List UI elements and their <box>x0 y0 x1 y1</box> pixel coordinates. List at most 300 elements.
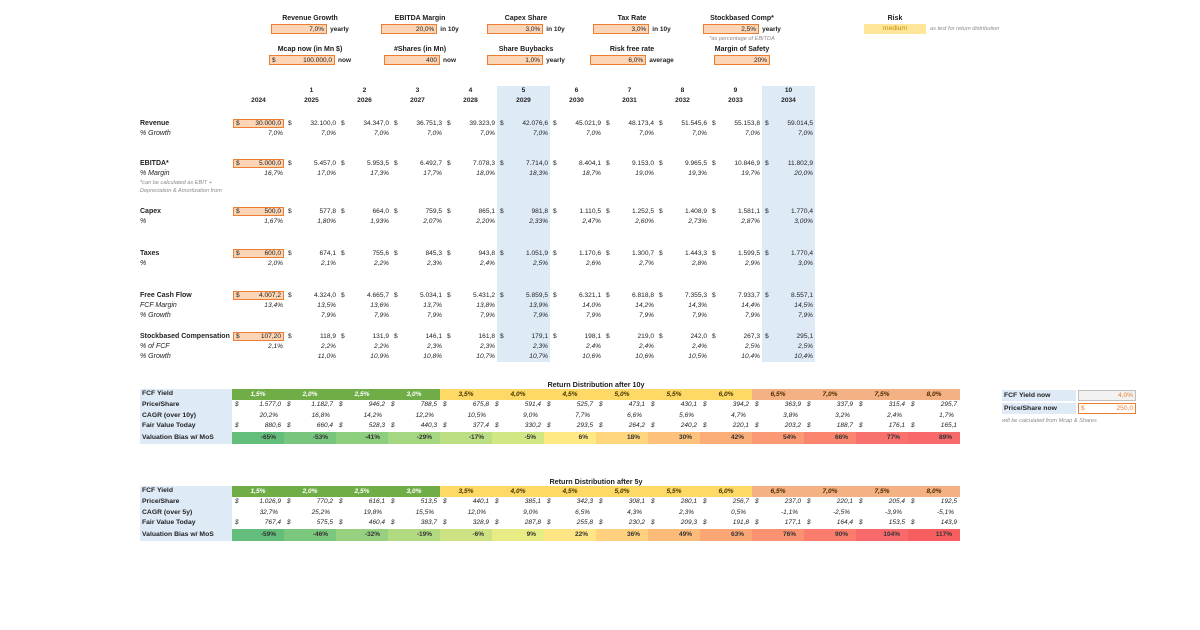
table-cell <box>391 119 444 129</box>
table-cell <box>762 217 815 227</box>
table-cell <box>444 159 497 169</box>
table-cell <box>550 159 603 169</box>
table-cell <box>285 352 338 362</box>
table-cell <box>388 508 440 519</box>
table-cell <box>232 301 285 311</box>
table-cell <box>709 311 762 321</box>
row-label: % Growth <box>140 312 171 319</box>
percent-value: 2,2% <box>320 343 336 350</box>
stockbased-compensation-2024-input[interactable]: $ 107,20 <box>233 332 284 341</box>
currency-value: $ 1.182,7 <box>287 401 333 408</box>
table-cell <box>804 432 856 444</box>
currency-value: $ 616,1 <box>339 498 385 505</box>
currency-value: $ 767,4 <box>235 519 281 526</box>
table-cell <box>338 179 391 187</box>
row-label: Valuation Bias w/ MoS <box>140 529 232 541</box>
table-cell <box>444 301 497 311</box>
year-label: 2032 <box>675 97 690 104</box>
table-cell <box>656 169 709 179</box>
table-row <box>140 249 815 259</box>
fcf-yield-now-label: FCF Yield now <box>1002 390 1076 401</box>
percent-value: 10,5% <box>688 353 707 360</box>
currency-value: $ 1.599,5 <box>712 250 760 257</box>
table-cell <box>752 432 804 444</box>
input-suffix: yearly <box>762 25 781 33</box>
currency-value: $ 1.051,9 <box>500 250 548 257</box>
table-cell <box>492 411 544 422</box>
percent-value: 32,7% <box>259 508 278 516</box>
ebitda-margin-input[interactable]: 20,0% <box>381 24 437 34</box>
table-cell <box>544 497 596 508</box>
table-cell <box>444 106 497 119</box>
table-cell <box>497 291 550 301</box>
table-cell <box>550 227 603 249</box>
percent-value: 7,0% <box>426 130 442 137</box>
table-cell <box>285 311 338 321</box>
percent-value: 12,0% <box>467 508 486 516</box>
table-cell <box>232 311 285 321</box>
table-cell <box>232 249 285 259</box>
percent-value: 7,9% <box>373 312 389 319</box>
table-cell <box>497 321 550 332</box>
table-cell <box>752 497 804 508</box>
currency-value: $ 513,5 <box>391 498 437 505</box>
period-number: 1 <box>309 87 314 94</box>
table-row <box>140 96 815 106</box>
currency-value: $ 203,2 <box>755 422 801 429</box>
row-label: % <box>140 218 147 225</box>
valuation-bias-value: 117% <box>935 530 952 538</box>
percent-value: 2,9% <box>744 260 760 267</box>
currency-value: $ 267,3 <box>712 333 760 340</box>
year-label: 2030 <box>569 97 584 104</box>
currency-value: $ 755,6 <box>341 250 389 257</box>
table-cell <box>285 195 338 207</box>
table-cell <box>762 86 815 96</box>
ebitda--2024-input[interactable]: $ 5.000,0 <box>233 159 284 168</box>
table-cell <box>440 508 492 519</box>
table-cell <box>550 332 603 342</box>
table-cell <box>284 518 336 529</box>
table-cell <box>550 259 603 269</box>
table-cell <box>336 497 388 508</box>
table-cell <box>497 119 550 129</box>
table-row <box>140 259 815 269</box>
table-cell <box>544 432 596 444</box>
valuation-bias-value: -19% <box>416 530 432 538</box>
table-row <box>140 179 815 187</box>
table-cell <box>391 249 444 259</box>
input-label: Risk free rate <box>609 46 655 53</box>
table-cell <box>709 159 762 169</box>
percent-value: 19,0% <box>635 170 654 177</box>
table-cell <box>336 421 388 432</box>
table-row <box>140 421 960 432</box>
risk-free-rate-input[interactable]: 6,0% <box>590 55 646 65</box>
currency-value: $ 383,7 <box>391 519 437 526</box>
taxes-2024-input[interactable]: $ 600,0 <box>233 249 284 258</box>
row-label <box>140 139 232 159</box>
percent-value: 2,0% <box>267 260 283 267</box>
percent-value: 14,0% <box>582 302 601 309</box>
currency-value: $ 675,8 <box>443 401 489 408</box>
table-cell <box>908 421 960 432</box>
currency-value: $ 6.492,7 <box>394 160 442 167</box>
percent-value: 7,9% <box>532 312 548 319</box>
table-cell <box>762 129 815 139</box>
currency-value: $ 55.153,8 <box>712 120 760 127</box>
percent-value: 10,4% <box>794 353 813 360</box>
fcf-yield-header-cell: 3,0% <box>388 486 440 497</box>
percent-value: 2,5% <box>744 343 760 350</box>
table-cell <box>603 179 656 187</box>
table-cell <box>709 179 762 187</box>
table-cell <box>338 227 391 249</box>
currency-value: $ 131,9 <box>341 333 389 340</box>
mcap-now-input[interactable]: $ 100.000,0 <box>269 55 335 65</box>
currency-value: $ 5.859,5 <box>500 292 548 299</box>
table-cell <box>550 217 603 227</box>
table-cell <box>492 518 544 529</box>
percent-value: 6,6% <box>627 411 642 419</box>
currency-value: $ 48.173,4 <box>606 120 654 127</box>
table-cell <box>391 139 444 159</box>
table-cell <box>497 352 550 362</box>
percent-value: 19,3% <box>688 170 707 177</box>
percent-value: 10,6% <box>582 353 601 360</box>
currency-value: $ 385,1 <box>495 498 541 505</box>
row-label: Fair Value Today <box>140 421 232 432</box>
table-row <box>140 195 815 207</box>
fcf-yield-header-cell: 2,5% <box>336 486 388 497</box>
percent-value: 7,0% <box>373 130 389 137</box>
percent-value: 7,9% <box>744 312 760 319</box>
table-cell <box>391 311 444 321</box>
percent-value: 4,3% <box>627 508 642 516</box>
table-cell <box>603 269 656 291</box>
table-cell <box>232 227 285 249</box>
valuation-bias-value: -41% <box>364 433 380 441</box>
table-cell <box>762 332 815 342</box>
table-cell <box>284 411 336 422</box>
percent-value: 2,20% <box>476 218 495 225</box>
table-cell <box>444 179 497 187</box>
table-cell <box>285 207 338 217</box>
table-cell <box>804 529 856 541</box>
table-cell <box>603 119 656 129</box>
valuation-bias-value: 54% <box>782 433 796 441</box>
currency-value: $ 394,2 <box>703 401 749 408</box>
table-cell <box>497 301 550 311</box>
table-cell <box>908 411 960 422</box>
percent-value: 13,8% <box>476 302 495 309</box>
percent-value: 14,5% <box>794 302 813 309</box>
currency-value: $ 293,5 <box>547 422 593 429</box>
table-cell <box>908 529 960 541</box>
table-cell <box>444 96 497 106</box>
table-cell <box>550 119 603 129</box>
valuation-bias-value: 77% <box>886 433 900 441</box>
row-label: Valuation Bias w/ MoS <box>140 432 232 444</box>
table-cell <box>544 400 596 411</box>
valuation-bias-value: 36% <box>626 530 640 538</box>
percent-value: 14,3% <box>688 302 707 309</box>
table-cell <box>338 301 391 311</box>
table-cell <box>391 342 444 352</box>
table-row <box>140 291 815 301</box>
currency-value: $ 230,2 <box>599 519 645 526</box>
capex-share-input[interactable]: 3,0% <box>487 24 543 34</box>
table-cell <box>709 217 762 227</box>
table-cell <box>338 207 391 217</box>
table-cell <box>444 259 497 269</box>
table-cell <box>908 432 960 444</box>
price-share-now-input[interactable]: $ 250,0 <box>1078 403 1136 414</box>
table-cell <box>656 195 709 207</box>
percent-value: 7,0% <box>479 130 495 137</box>
row-label: % Margin <box>140 170 170 177</box>
table-cell <box>444 139 497 159</box>
table-cell <box>232 332 285 342</box>
currency-value: $ 591,4 <box>495 401 541 408</box>
table-cell <box>656 352 709 362</box>
table-cell <box>752 411 804 422</box>
table-cell <box>497 217 550 227</box>
table-cell <box>762 311 815 321</box>
input-label: Share Buybacks <box>498 46 554 53</box>
table-cell <box>497 342 550 352</box>
table-cell <box>603 129 656 139</box>
table-cell <box>285 342 338 352</box>
table-cell <box>762 195 815 207</box>
table-row <box>140 217 815 227</box>
table-cell <box>709 86 762 96</box>
table-cell <box>444 332 497 342</box>
risk-note: as test for return distribution <box>930 26 1000 32</box>
table-cell <box>388 432 440 444</box>
stockbased-comp-input[interactable]: 2,5% <box>703 24 759 34</box>
input-suffix: yearly <box>330 25 349 33</box>
valuation-bias-value: -5% <box>524 433 536 441</box>
percent-value: 14,2% <box>363 411 382 419</box>
row-label: Price/Share <box>140 400 232 411</box>
percent-value: 1,67% <box>264 218 283 225</box>
percent-value: 10,7% <box>529 353 548 360</box>
table-cell <box>603 187 656 195</box>
period-number: 8 <box>680 87 685 94</box>
percent-value: 14,2% <box>635 302 654 309</box>
table-cell <box>444 227 497 249</box>
currency-value: $ 255,8 <box>547 519 593 526</box>
table-cell <box>444 311 497 321</box>
percent-value: 2,3% <box>679 508 694 516</box>
fcf-yield-header-cell: 6,5% <box>752 389 804 400</box>
table-cell <box>497 311 550 321</box>
risk-select[interactable]: medium <box>864 24 926 34</box>
fcf-yield-header-cell: 4,5% <box>544 389 596 400</box>
currency-value: $ 880,6 <box>235 422 281 429</box>
table-cell <box>856 432 908 444</box>
table-cell <box>550 301 603 311</box>
revenue-growth-input[interactable]: 7,0% <box>271 24 327 34</box>
currency-value: $ 242,0 <box>659 333 707 340</box>
percent-value: 2,5% <box>532 260 548 267</box>
table-cell <box>444 249 497 259</box>
table-row <box>140 129 815 139</box>
share-buybacks-input[interactable]: 1,0% <box>487 55 543 65</box>
percent-value: 2,6% <box>585 260 601 267</box>
currency-value: $ 473,1 <box>599 401 645 408</box>
table-cell <box>656 139 709 159</box>
table-cell <box>762 342 815 352</box>
input-label: EBITDA Margin <box>394 15 446 22</box>
currency-value: $ 177,1 <box>755 519 801 526</box>
currency-value: $ 176,1 <box>859 422 905 429</box>
table-cell <box>444 195 497 207</box>
percent-value: 2,1% <box>267 343 283 350</box>
percent-value: 12,2% <box>415 411 434 419</box>
table-cell <box>232 195 285 207</box>
table-row <box>140 159 815 169</box>
table-row <box>140 497 960 508</box>
currency-value: $ 770,2 <box>287 498 333 505</box>
table-cell <box>762 96 815 106</box>
percent-value: 2,3% <box>479 343 495 350</box>
table-cell <box>492 497 544 508</box>
percent-value: 7,0% <box>797 130 813 137</box>
table-cell <box>232 217 285 227</box>
table-cell <box>232 129 285 139</box>
table-cell <box>338 249 391 259</box>
percent-value: 7,0% <box>320 130 336 137</box>
table-cell <box>550 269 603 291</box>
tax-rate-input[interactable]: 3,0% <box>593 24 649 34</box>
table-cell <box>338 332 391 342</box>
current-valuation-panel <box>1002 390 1136 424</box>
currency-value: $ 198,1 <box>553 333 601 340</box>
table-cell <box>444 119 497 129</box>
valuation-bias-value: -17% <box>468 433 484 441</box>
table-cell <box>391 207 444 217</box>
table-cell <box>762 249 815 259</box>
table-cell <box>550 311 603 321</box>
table-cell <box>752 400 804 411</box>
table-cell <box>596 529 648 541</box>
table-cell <box>497 227 550 249</box>
row-label: Depreciation & Amortization from <box>140 188 222 194</box>
input-label: Tax Rate <box>617 15 647 22</box>
shares-input[interactable]: 400 <box>384 55 440 65</box>
percent-value: 10,6% <box>635 353 654 360</box>
percent-value: 2,4% <box>887 411 902 419</box>
percent-value: 2,8% <box>691 260 707 267</box>
row-label: *can be calculated as EBIT + <box>140 180 212 186</box>
currency-value: $ 308,1 <box>599 498 645 505</box>
revenue-2024-input[interactable]: $ 30.000,0 <box>233 119 284 128</box>
table-cell <box>804 518 856 529</box>
year-label: 2028 <box>463 97 478 104</box>
percent-value: 7,0% <box>532 130 548 137</box>
table-cell <box>232 497 284 508</box>
currency-value: $ 188,7 <box>807 422 853 429</box>
currency-value: $ 759,5 <box>394 208 442 215</box>
table-cell <box>709 119 762 129</box>
table-cell <box>444 291 497 301</box>
currency-value: $ 1.170,6 <box>553 250 601 257</box>
table-cell <box>285 119 338 129</box>
table-row <box>140 486 960 497</box>
free-cash-flow-2024-input[interactable]: $ 4.007,2 <box>233 291 284 300</box>
valuation-bias-value: -32% <box>364 530 380 538</box>
currency-value: $ 865,1 <box>447 208 495 215</box>
percent-value: 2,60% <box>635 218 654 225</box>
currency-value: $ 377,4 <box>443 422 489 429</box>
table-cell <box>388 497 440 508</box>
table-cell <box>391 96 444 106</box>
input-suffix: in 10y <box>652 25 671 33</box>
table-cell <box>284 421 336 432</box>
currency-value: $ 363,9 <box>755 401 801 408</box>
margin-of-safety-input[interactable]: 20% <box>714 55 770 65</box>
fcf-yield-header-cell: 3,0% <box>388 389 440 400</box>
table-cell <box>603 86 656 96</box>
table-cell <box>709 249 762 259</box>
table-cell <box>497 187 550 195</box>
table-cell <box>391 352 444 362</box>
percent-value: 1,80% <box>317 218 336 225</box>
table-cell <box>285 291 338 301</box>
percent-value: 2,7% <box>638 260 654 267</box>
table-cell <box>338 259 391 269</box>
currency-value: $ 342,3 <box>547 498 593 505</box>
row-label: Price/Share <box>140 497 232 508</box>
currency-value: $ 315,4 <box>859 401 905 408</box>
valuation-bias-value: -29% <box>416 433 432 441</box>
table-cell <box>762 227 815 249</box>
row-label: % Growth <box>140 130 171 137</box>
table-cell <box>336 529 388 541</box>
table-cell <box>550 169 603 179</box>
percent-value: 7,9% <box>797 312 813 319</box>
table-cell <box>497 159 550 169</box>
percent-value: 13,5% <box>317 302 336 309</box>
percent-value: 3,00% <box>794 218 813 225</box>
table-row <box>140 400 960 411</box>
currency-value: $ 295,7 <box>911 401 957 408</box>
percent-value: 7,9% <box>691 312 707 319</box>
row-label <box>140 96 232 106</box>
currency-value: $ 337,9 <box>807 401 853 408</box>
percent-value: 25,2% <box>311 508 330 516</box>
table-cell <box>550 291 603 301</box>
capex-2024-input[interactable]: $ 500,0 <box>233 207 284 216</box>
currency-value: $ 237,0 <box>755 498 801 505</box>
percent-value: 10,5% <box>467 411 486 419</box>
period-number: 7 <box>627 87 632 94</box>
currency-value: $ 36.751,3 <box>394 120 442 127</box>
fcf-yield-header-cell: 2,0% <box>284 389 336 400</box>
table-cell <box>440 411 492 422</box>
table-row <box>140 119 815 129</box>
table-cell <box>596 508 648 519</box>
table-cell <box>338 96 391 106</box>
table-cell <box>497 139 550 159</box>
percent-value: 5,6% <box>679 411 694 419</box>
table-cell <box>492 529 544 541</box>
table-cell <box>285 227 338 249</box>
currency-value: $ 7.933,7 <box>712 292 760 299</box>
table-cell <box>232 529 284 541</box>
